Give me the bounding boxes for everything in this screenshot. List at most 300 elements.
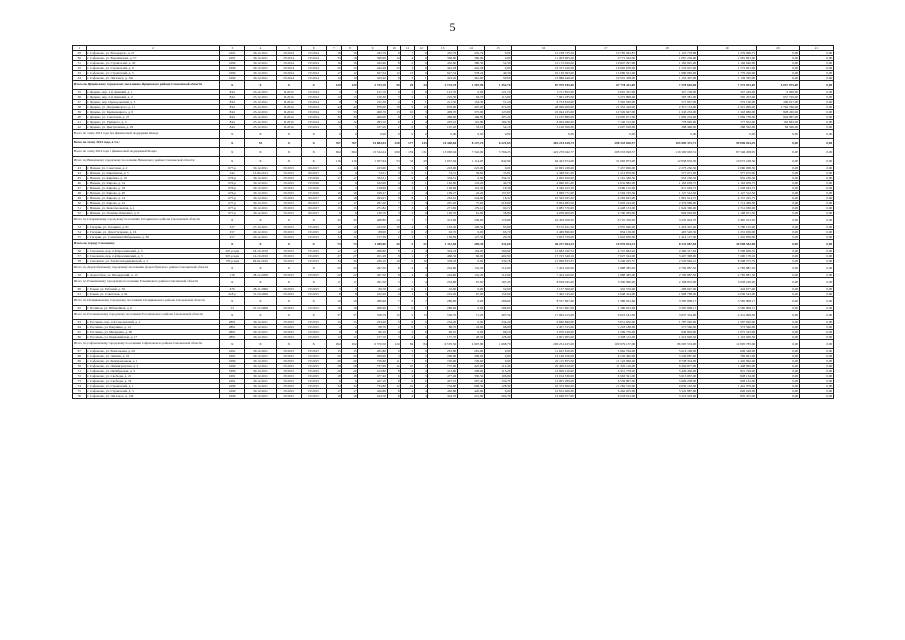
table-cell: 8 155 421,50 [512,225,575,230]
table-cell: 30.12.2011 [245,51,277,56]
table-cell: 2 469 896,00 [512,230,575,235]
table-cell: 257 [220,230,245,235]
table-cell: 9 694 683,50 [512,201,575,206]
table-cell: IV.2015 [301,364,326,369]
table-cell: IV.2015 [301,225,326,230]
table-cell: 23.12.2011 [245,120,277,125]
table-cell: IV.2014 [301,125,326,130]
table-cell: 30.12.2011 [245,76,277,81]
table-cell: 209,30 [457,240,484,249]
address-cell: г. Дорогобуж, ул. Пионерский, д. 13 [86,273,220,278]
table-cell: 223,00 [457,166,484,171]
table-cell: 0,00 [756,171,799,176]
table-cell: 8 064 480,00 [512,120,575,125]
table-cell: 5 272 899,00 [575,95,636,100]
address-cell: г. Вязьма, ул. Полины Осипенко, д. 6 [86,211,220,216]
table-cell: 6 [326,181,342,186]
table-cell: 0,00 [756,186,799,191]
table-cell: 0,00 [799,125,833,130]
table-cell: 4 [387,330,401,335]
table-cell: 4 [414,264,428,273]
table-cell: 11 320 116,00 [575,364,636,369]
table-cell: 160,80 [457,115,484,120]
table-cell: 88,80 [485,325,512,330]
table-cell: 1 343 686,00 [697,110,756,115]
table-cell: 3 [387,171,401,176]
table-cell: 8 [387,389,401,394]
table-cell: 8 [387,76,401,81]
table-cell: X [301,297,326,306]
table-cell: 19 [326,225,342,230]
subtotal-row [73,157,834,166]
table-cell: IV.2015 [276,206,301,211]
table-cell: II.2014 [276,125,301,130]
table-cell: 128,69 [358,186,387,191]
address-cell: г. Сафоново, ул. Строителей, д. 20 [86,61,220,66]
table-cell: 29.12.2011 [245,235,277,240]
table-cell: 35,91 [485,171,512,176]
table-cell: X [301,139,326,148]
table-cell: 162,90 [428,181,457,186]
address-cell: г. Вязьма, ул. Кирова, д. 14 [86,181,220,186]
table-cell: 0,00 [756,166,799,171]
table-cell: IV.2014 [301,95,326,100]
table-cell: 0,00 [756,359,799,364]
table-cell: 0,00 [799,359,833,364]
table-cell: 13 090,04 [428,148,457,157]
table-cell: 7 146 515,00 [575,120,636,125]
table-cell: 17 [342,389,358,394]
table-cell: 0,00 [756,130,799,139]
table-cell: 17 [326,176,342,181]
address-cell: г. Ярцево, пер. 2-й Девичий, д. 2 [86,95,220,100]
table-cell: 116 [326,157,342,166]
table-cell: 3 [401,100,415,105]
table-cell: 3 [401,181,415,186]
table-cell: 468,89 [358,216,387,225]
table-cell: 1 957,64 [428,157,457,166]
table-cell: 0,00 [756,325,799,330]
table-cell: 3 585 808,17 [636,306,697,311]
column-number: 14 [457,46,484,51]
address-cell: г. Сафоново, ул. Энгельса, д. 10а [86,76,220,81]
table-cell: X [245,311,277,320]
table-cell: 0,00 [485,130,512,139]
table-cell: 0,00 [756,384,799,389]
table-cell: X [220,216,245,225]
column-number: 20 [756,46,799,51]
table-cell: 1 [414,235,428,240]
table-cell: 952 230,50 [697,176,756,181]
table-cell: 49 [73,196,87,201]
table-cell: 67,60 [457,292,484,297]
table-cell: 1 159 595,00 [697,76,756,81]
table-cell: 41 [73,120,87,125]
table-cell: 2 712 930,00 [697,206,756,211]
table-cell: 0 [387,130,401,139]
table-cell: 1 [414,171,428,176]
table-cell: 3 [326,287,342,292]
table-cell: 8 231 687,84 [636,240,697,249]
address-cell: г. Починок, ул. Юбилейная, д. 6 [86,306,220,311]
table-cell: 64 443 674,00 [512,157,575,166]
table-cell: 222,20 [358,292,387,297]
table-cell: 1 [414,325,428,330]
table-cell: 52,60 [428,287,457,292]
table-cell: IV.2015 [301,359,326,364]
table-cell: 0,00 [756,235,799,240]
table-cell: 6 725 330,00 [575,216,636,225]
table-cell: 0,00 [575,130,636,139]
table-cell: 1690 [220,66,245,71]
table-cell: 3 585 808,17 [697,297,756,306]
table-cell: 0,00 [799,278,833,287]
table-cell: 154,30 [457,100,484,105]
table-cell: 297,20 [358,201,387,206]
table-cell: 2 315 153,00 [636,105,697,110]
table-cell: 39 [73,110,87,115]
table-cell: 30.12.2011 [245,354,277,359]
table-cell: X [245,240,277,249]
table-cell: 288 496,00 [636,125,697,130]
table-cell: 37 [326,311,342,320]
table-cell: 402,50 [485,254,512,259]
table-cell: 46 [73,181,87,186]
table-cell: 58,80 [485,211,512,216]
address-cell: г. Смоленск, пер. 2-й Краснинский, д. 5 [86,249,220,254]
table-cell: 4 [414,389,428,394]
table-cell: 56 [73,249,87,254]
table-cell: IV.2015 [276,335,301,340]
table-cell: 2 [387,235,401,240]
table-cell: 4 [414,369,428,374]
table-cell: IV.2015 [276,349,301,354]
table-cell: 1691 [220,349,245,354]
table-cell: 1 218 180,00 [575,325,636,330]
table-cell: 15 014 336,00 [512,374,575,379]
table-cell: 0,00 [756,139,799,148]
table-cell: 304,23 [428,249,457,254]
address-cell: г. Вязьма, ул. Кирпича, д. 10 [86,176,220,181]
table-cell: 12 [387,66,401,71]
table-cell: 463 234 428,73 [512,139,575,148]
table-cell: 427,10 [358,379,387,384]
table-cell: 73 [326,240,342,249]
table-cell: 439,10 [358,259,387,264]
table-cell: 157,39 [358,235,387,240]
table-cell: 8 [326,100,342,105]
table-cell: IV.2015 [276,191,301,196]
table-cell: 649 548,00 [697,349,756,354]
table-cell: 6 690 890,00 [512,320,575,325]
table-cell: 22 [342,354,358,359]
table-cell: IV.2015 [276,369,301,374]
table-cell: 8 [342,100,358,105]
table-cell: 28 096 400,00 [512,105,575,110]
table-cell: 5 657 075,00 [756,81,799,90]
table-cell: 10 [401,384,415,389]
table-cell: 44 [342,105,358,110]
table-cell: 342 [220,171,245,176]
table-cell: 15 998 633,37 [512,259,575,264]
table-cell: 13 105 880,00 [512,115,575,120]
table-cell: 12 [342,335,358,340]
table-cell: 10 695 168,00 [512,166,575,171]
table-cell: 72 [73,374,87,379]
table-cell: 4 [387,176,401,181]
table-cell: 28 [342,364,358,369]
table-cell: 120,70 [428,211,457,216]
table-cell: 0,00 [756,51,799,56]
table-cell: 0,00 [799,120,833,125]
table-cell: 0,00 [756,349,799,354]
table-cell: 96,10 [358,330,387,335]
table-cell: 16 976 814,31 [575,240,636,249]
table-cell: 0,00 [799,56,833,61]
table-cell: 1 [414,186,428,191]
table-cell: 2 [401,95,415,100]
table-cell: 8 557 667,00 [512,306,575,311]
table-cell: 17 [342,201,358,206]
table-cell: 9 738 334,00 [636,359,697,364]
table-cell: 0,00 [799,349,833,354]
table-cell: 2 [414,384,428,389]
table-cell: 2 [401,335,415,340]
table-cell: IV.2015 [276,201,301,206]
address-cell: г. Сафоново, ул. Строителей, д. 5 [86,71,220,76]
table-cell: 129 [342,81,358,90]
table-cell: 1691 [220,51,245,56]
table-cell: 27 [342,254,358,259]
table-cell: 487,50 [485,311,512,320]
table-cell: 0,00 [756,76,799,81]
table-cell: 12 549 947,00 [575,110,636,115]
table-cell: 30.12.2011 [245,384,277,389]
table-cell: 0,00 [799,325,833,330]
table-cell: 30.12.2011 [245,186,277,191]
table-cell: 16 [326,61,342,66]
table-cell: 420,80 [358,389,387,394]
table-cell: 4 [387,181,401,186]
table-cell: 15 [326,206,342,211]
table-cell: 30.12.2011 [245,389,277,394]
table-cell: IV.2015 [301,384,326,389]
table-cell: 132,20 [457,264,484,273]
table-cell: IV.2015 [276,325,301,330]
table-cell: 10 [401,364,415,369]
table-cell: 22 [342,264,358,273]
table-cell: 911,60 [485,240,512,249]
address-cell: г. Вязьма, ул. Кирова, д. 14 [86,196,220,201]
table-cell: 33 [401,157,415,166]
table-cell: 61 [73,292,87,297]
table-cell: 263,01 [358,196,387,201]
table-cell: 115,20 [485,369,512,374]
table-cell: 0,00 [485,56,512,61]
table-cell: 17 062 415,00 [512,311,575,320]
table-cell: 1 445 962,00 [697,359,756,364]
table-cell: IV.2014 [276,61,301,66]
table-cell: 2 376 989,00 [636,201,697,206]
table-cell: 432,60 [358,61,387,66]
table-cell: 334,51 [485,176,512,181]
address-cell: г. Ярцево, ул. Советская, д. 27 [86,115,220,120]
table-cell: 71 [73,369,87,374]
table-cell: 12 683 190,72 [512,249,575,254]
table-cell: 6 [401,379,415,384]
table-cell: X [301,311,326,320]
address-cell: г. Ярцево, ул. Урицкого, д. 3 [86,120,220,125]
table-cell: 53,10 [457,125,484,130]
table-cell: 8 [387,273,401,278]
table-cell: 67 [73,349,87,354]
table-cell: X [245,81,277,90]
table-cell: IV.2015 [276,235,301,240]
table-cell: 6 090,00 [756,90,799,95]
table-cell: 2 [401,211,415,216]
table-cell: 844 987,00 [756,115,799,120]
table-cell: 124 [387,340,401,349]
table-cell: IV.2015 [276,249,301,254]
table-cell: 1 267,90 [457,81,484,90]
table-cell: 578,24 [457,71,484,76]
table-cell: 6 [387,374,401,379]
table-cell: 20 998 562,08 [697,240,756,249]
address-cell: г. Сафоново, ул. Строителей, д. 1 [86,384,220,389]
table-cell: 162,90 [358,181,387,186]
table-cell: X [245,157,277,166]
table-cell: X [220,297,245,306]
table-cell: 0 [401,125,415,130]
table-cell: 5 [326,125,342,130]
table-cell: 10 [387,225,401,230]
table-cell: IV.2015 [276,292,301,297]
table-cell: 21 [414,240,428,249]
table-cell: 413,69 [428,216,457,225]
table-cell: 22 [326,264,342,273]
table-cell: 3 [342,287,358,292]
table-cell: IV.2015 [301,287,326,292]
table-cell: 6 [342,211,358,216]
table-cell: 0,00 [756,148,799,157]
table-cell: 30.12.2011 [245,166,277,171]
table-cell: III.2017 [301,166,326,171]
table-cell: IV.2015 [276,166,301,171]
table-cell: 267,50 [358,264,387,273]
table-cell: 12 928 077,00 [512,394,575,399]
table-cell: 4 [401,264,415,273]
table-cell: X [276,240,301,249]
table-cell: 165 905 372,71 [636,139,697,148]
table-cell: 26 [387,240,401,249]
table-cell: 1 127 512,50 [636,191,697,196]
table-cell: 3 [401,235,415,240]
table-cell: 10 095 671,00 [575,115,636,120]
table-cell: 1 [401,254,415,259]
table-cell: 0,00 [799,166,833,171]
table-cell: 14 [342,166,358,171]
table-cell: 2 315 999,00 [697,105,756,110]
table-cell: 143 [414,139,428,148]
table-cell: 16 [326,196,342,201]
table-cell: 2 976 249,00 [512,330,575,335]
table-cell: II.2014 [276,120,301,125]
group-label: Итого по Дорогобужскому городскому поселению Дорогобужского района Смоленской области [73,264,220,273]
table-cell: 6 [326,330,342,335]
table-cell: 0,00 [799,394,833,399]
table-cell: 31.10.2009 [245,292,277,297]
table-cell: 7 [387,206,401,211]
table-cell: 8 [387,379,401,384]
table-cell: 154,60 [485,292,512,297]
table-cell: 23.12.2011 [245,115,277,120]
table-cell: 30.12.2011 [245,320,277,325]
table-cell: 16 [342,196,358,201]
table-cell: IV.2015 [301,389,326,394]
table-cell: 15 [326,349,342,354]
table-cell: 5 574 593,00 [636,394,697,399]
table-cell: 39,60 [457,171,484,176]
table-cell: 19 [342,225,358,230]
table-cell: 0,00 [799,249,833,254]
table-cell: 2 [342,90,358,95]
table-cell: 32 [73,66,87,71]
table-cell: 106,90 [485,374,512,379]
table-cell: 0 [342,130,358,139]
table-cell: 0,00 [756,297,799,306]
table-cell: 0,00 [358,130,387,139]
table-cell: 73 [342,240,358,249]
table-cell: 0,00 [799,176,833,181]
table-cell: 844 [220,95,245,100]
table-cell: 6 126 462,00 [575,354,636,359]
table-cell: 627,54 [428,71,457,76]
table-cell: 1 075 543,00 [697,330,756,335]
table-cell: 565 381,00 [636,95,697,100]
table-cell: 3 780 135,90 [697,225,756,230]
table-cell: 74,51 [358,171,387,176]
table-cell: 4 969 771,00 [512,191,575,196]
table-cell: 0,00 [756,176,799,181]
table-cell: 133,20 [457,181,484,186]
table-cell: 0,00 [799,292,833,297]
address-cell: г. Вязьма, ул. Кирова, д. 41 [86,201,220,206]
table-cell: 7 [387,297,401,306]
table-cell: 2 [414,354,428,359]
table-cell: 3 [414,292,428,297]
group-label: Всего по этапу 2014 года с финансовой поддержкой Фонда [73,148,220,157]
table-cell: IV.2015 [276,330,301,335]
table-cell: 63,70 [485,230,512,235]
address-cell: г. Вязьма, ул. Кирова, д. 20 [86,191,220,196]
table-cell: 129 [326,81,342,90]
table-cell: 0,00 [799,306,833,311]
column-number: 18 [636,46,697,51]
table-cell: 36 [73,95,87,100]
table-cell: 327 139,00 [636,90,697,95]
table-cell: 0,00 [756,201,799,206]
table-cell: 0,00 [756,225,799,230]
table-cell: 22 469 010,00 [512,364,575,369]
table-cell: 3 [401,206,415,211]
group-label: Всего по этапу 2013 года без финансовой поддержки Фонда [73,130,220,139]
table-cell: 834 136,00 [575,230,636,235]
table-cell: 176-р/адм [220,259,245,264]
group-label: Итого по Гагаринскому городскому поселению Гагаринского района Смоленской области [73,216,220,225]
table-cell: X [301,130,326,139]
table-cell: 0,00 [799,216,833,225]
table-cell: 290 [387,148,401,157]
